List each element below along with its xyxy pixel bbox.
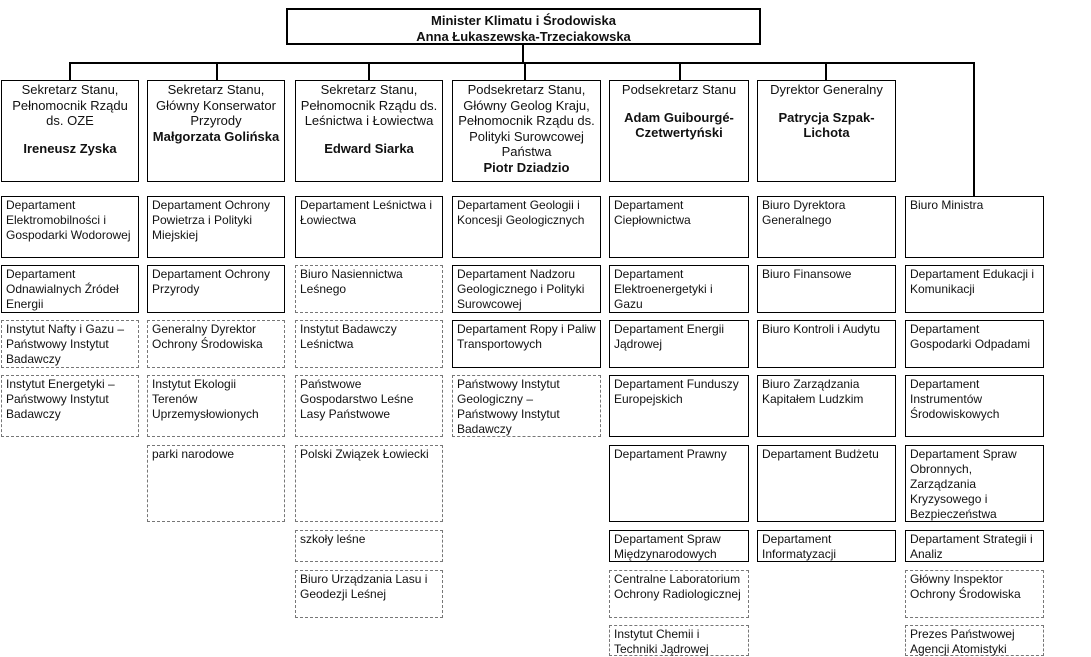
- head-box-6: [757, 80, 896, 182]
- unit-box: Państwowe Gospodarstwo Leśne Lasy Państwowe: [295, 375, 443, 437]
- unit-box: Biuro Nasiennictwa Leśnego: [295, 265, 443, 313]
- unit-box: Departament Gospodarki Odpadami: [905, 320, 1044, 368]
- unit-box: Prezes Państwowej Agencji Atomistyki: [905, 625, 1044, 656]
- unit-box: Departament Leśnictwa i Łowiectwa: [295, 196, 443, 258]
- head-title: Podsekretarz Stanu: [621, 82, 737, 97]
- unit-box: Departament Ochrony Powietrza i Polityki Miejskiej: [147, 196, 285, 258]
- unit-box: szkoły leśne: [295, 530, 443, 562]
- unit-box: Biuro Dyrektora Generalnego: [757, 196, 896, 258]
- unit-box: Departament Instrumentów Środowiskowych: [905, 375, 1044, 437]
- minister-stem: [522, 44, 524, 62]
- unit-box: Instytut Ekologii Terenów Uprzemysłowionych: [147, 375, 285, 437]
- head-title: Sekretarz Stanu, Pełnomocnik Rządu ds. Leśnictwa i Łowiectwa: [300, 82, 438, 128]
- unit-box: parki narodowe: [147, 445, 285, 522]
- drop-6: [825, 62, 827, 80]
- head-title: Sekretarz Stanu, Pełnomocnik Rządu ds. OZE: [12, 82, 128, 128]
- unit-box: Polski Związek Łowiecki: [295, 445, 443, 522]
- drop-5: [679, 62, 681, 80]
- unit-box: Departament Energii Jądrowej: [609, 320, 749, 368]
- unit-box: Departament Ciepłownictwa: [609, 196, 749, 258]
- unit-box: Biuro Kontroli i Audytu: [757, 320, 896, 368]
- unit-box: Departament Funduszy Europejskich: [609, 375, 749, 437]
- head-box-3: [295, 80, 443, 182]
- unit-box: Departament Geologii i Koncesji Geologicznych: [452, 196, 601, 258]
- unit-box: Departament Spraw Międzynarodowych: [609, 530, 749, 562]
- drop-3: [368, 62, 370, 80]
- unit-box: Departament Ropy i Paliw Transportowych: [452, 320, 601, 368]
- head-title: Podsekretarz Stanu, Główny Geolog Kraju, Pełnomocnik Rządu ds. Polityki Surowcowej Państwa: [458, 82, 595, 159]
- unit-box: Centralne Laboratorium Ochrony Radiologicznej: [609, 570, 749, 618]
- drop-1: [69, 62, 71, 80]
- unit-box: Departament Prawny: [609, 445, 749, 522]
- head-box-2: [147, 80, 285, 182]
- drop-4: [524, 62, 526, 80]
- drop-7: [973, 62, 975, 196]
- top-bus: [69, 62, 975, 64]
- unit-box: Instytut Chemii i Techniki Jądrowej: [609, 625, 749, 656]
- unit-box: Departament Nadzoru Geologicznego i Polityki Surowcowej: [452, 265, 601, 313]
- unit-box: Departament Informatyzacji: [757, 530, 896, 562]
- head-box-1: [1, 80, 139, 182]
- unit-box: Departament Budżetu: [757, 445, 896, 522]
- head-name: Małgorzata Golińska: [152, 128, 280, 144]
- unit-box: Generalny Dyrektor Ochrony Środowiska: [147, 320, 285, 368]
- head-name: Patrycja Szpak-Lichota: [778, 109, 875, 140]
- minister-name: Anna Łukaszewska-Trzeciakowska: [416, 29, 631, 44]
- unit-box: Departament Spraw Obronnych, Zarządzania Kryzysowego i Bezpieczeństwa: [905, 445, 1044, 522]
- drop-2: [216, 62, 218, 80]
- head-box-4: [452, 80, 601, 182]
- unit-box: Departament Elektroenergetyki i Gazu: [609, 265, 749, 313]
- unit-box: Departament Strategii i Analiz: [905, 530, 1044, 562]
- unit-box: Departament Elektromobilności i Gospodarki Wodorowej: [1, 196, 139, 258]
- unit-box: Biuro Ministra: [905, 196, 1044, 258]
- unit-box: Biuro Urządzania Lasu i Geodezji Leśnej: [295, 570, 443, 618]
- unit-box: Instytut Nafty i Gazu – Państwowy Instytut Badawczy: [1, 320, 139, 368]
- head-box-5: [609, 80, 749, 182]
- head-name: Edward Siarka: [324, 140, 414, 156]
- minister-box: [286, 8, 761, 45]
- unit-box: Departament Ochrony Przyrody: [147, 265, 285, 313]
- minister-title: Minister Klimatu i Środowiska: [431, 13, 616, 28]
- unit-box: Instytut Energetyki – Państwowy Instytut Badawczy: [1, 375, 139, 437]
- head-name: Ireneusz Zyska: [23, 140, 117, 156]
- unit-box: Główny Inspektor Ochrony Środowiska: [905, 570, 1044, 618]
- head-title: Dyrektor Generalny: [770, 82, 883, 97]
- unit-box: Departament Odnawialnych Źródeł Energii: [1, 265, 139, 313]
- unit-box: Departament Edukacji i Komunikacji: [905, 265, 1044, 313]
- unit-box: Biuro Zarządzania Kapitałem Ludzkim: [757, 375, 896, 437]
- head-title: Sekretarz Stanu, Główny Konserwator Przyrody: [156, 82, 276, 128]
- unit-box: Biuro Finansowe: [757, 265, 896, 313]
- unit-box: Państwowy Instytut Geologiczny – Państwowy Instytut Badawczy: [452, 375, 601, 437]
- head-name: Piotr Dziadzio: [483, 159, 570, 175]
- unit-box: Instytut Badawczy Leśnictwa: [295, 320, 443, 368]
- head-name: Adam Guibourgé-Czetwertyński: [624, 109, 734, 140]
